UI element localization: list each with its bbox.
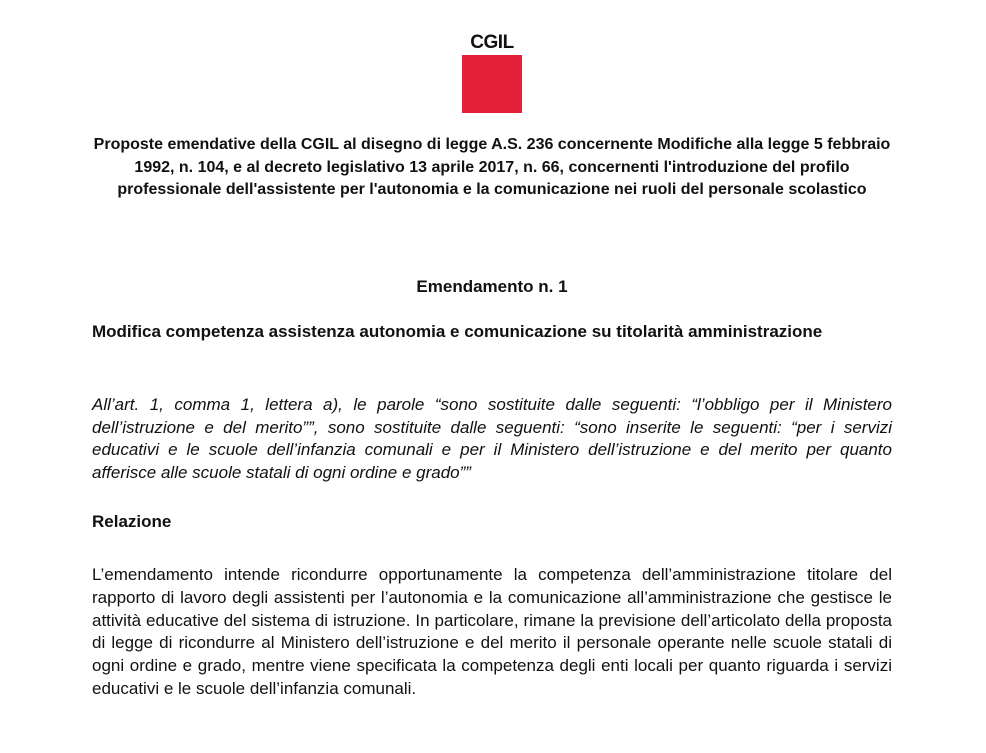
document-title: Proposte emendative della CGIL al disegno di legge A.S. 236 concernente Modifiche alla legge 5 febbraio 1992, n. 104, e al decreto legislativo 13 aprile 2017, n. 66, concernenti l'introduzione del profilo professionale dell'assistente per l'autonomia e la comunicazione nei ruoli del personale scolastico bbox=[93, 136, 891, 198]
amendment-text: All’art. 1, comma 1, lettera a), le parole “sono sostituite dalle seguenti: “l’obbligo per il Ministero dell’istruzione e del merito””, sono sostituite dalle seguenti: “sono inserite le seguenti: “per i servizi educativi e le scuole dell’infanzia comunali e per il Ministero dell’istruzione e del merito per quanto afferisce alle scuole statali di ogni ordine e grado”” bbox=[92, 395, 892, 482]
cgil-logo bbox=[460, 33, 524, 113]
relazione-heading: Relazione bbox=[92, 512, 172, 531]
logo-text: CGIL bbox=[470, 32, 514, 53]
amendment-subject: Modifica competenza assistenza autonomia e comunicazione su titolarità amministrazione bbox=[92, 322, 823, 341]
amendment-heading: Emendamento n. 1 bbox=[416, 277, 568, 296]
relazione-body: L’emendamento intende ricondurre opportunamente la competenza dell’amministrazione titolare del rapporto di lavoro degli assistenti per l’autonomia e la comunicazione all’amministrazione che gestisce le attività educative del sistema di istruzione. In particolare, rimane la previsione dell’articolato della proposta di legge di ricondurre al Ministero dell’istruzione e del merito il personale operante nelle scuole statali di ogni ordine e grado, mentre viene specificata la competenza degli enti locali per quanto riguarda i servizi educativi e le scuole dell’infanzia comunali. bbox=[92, 565, 892, 698]
logo-red-square bbox=[462, 55, 522, 113]
